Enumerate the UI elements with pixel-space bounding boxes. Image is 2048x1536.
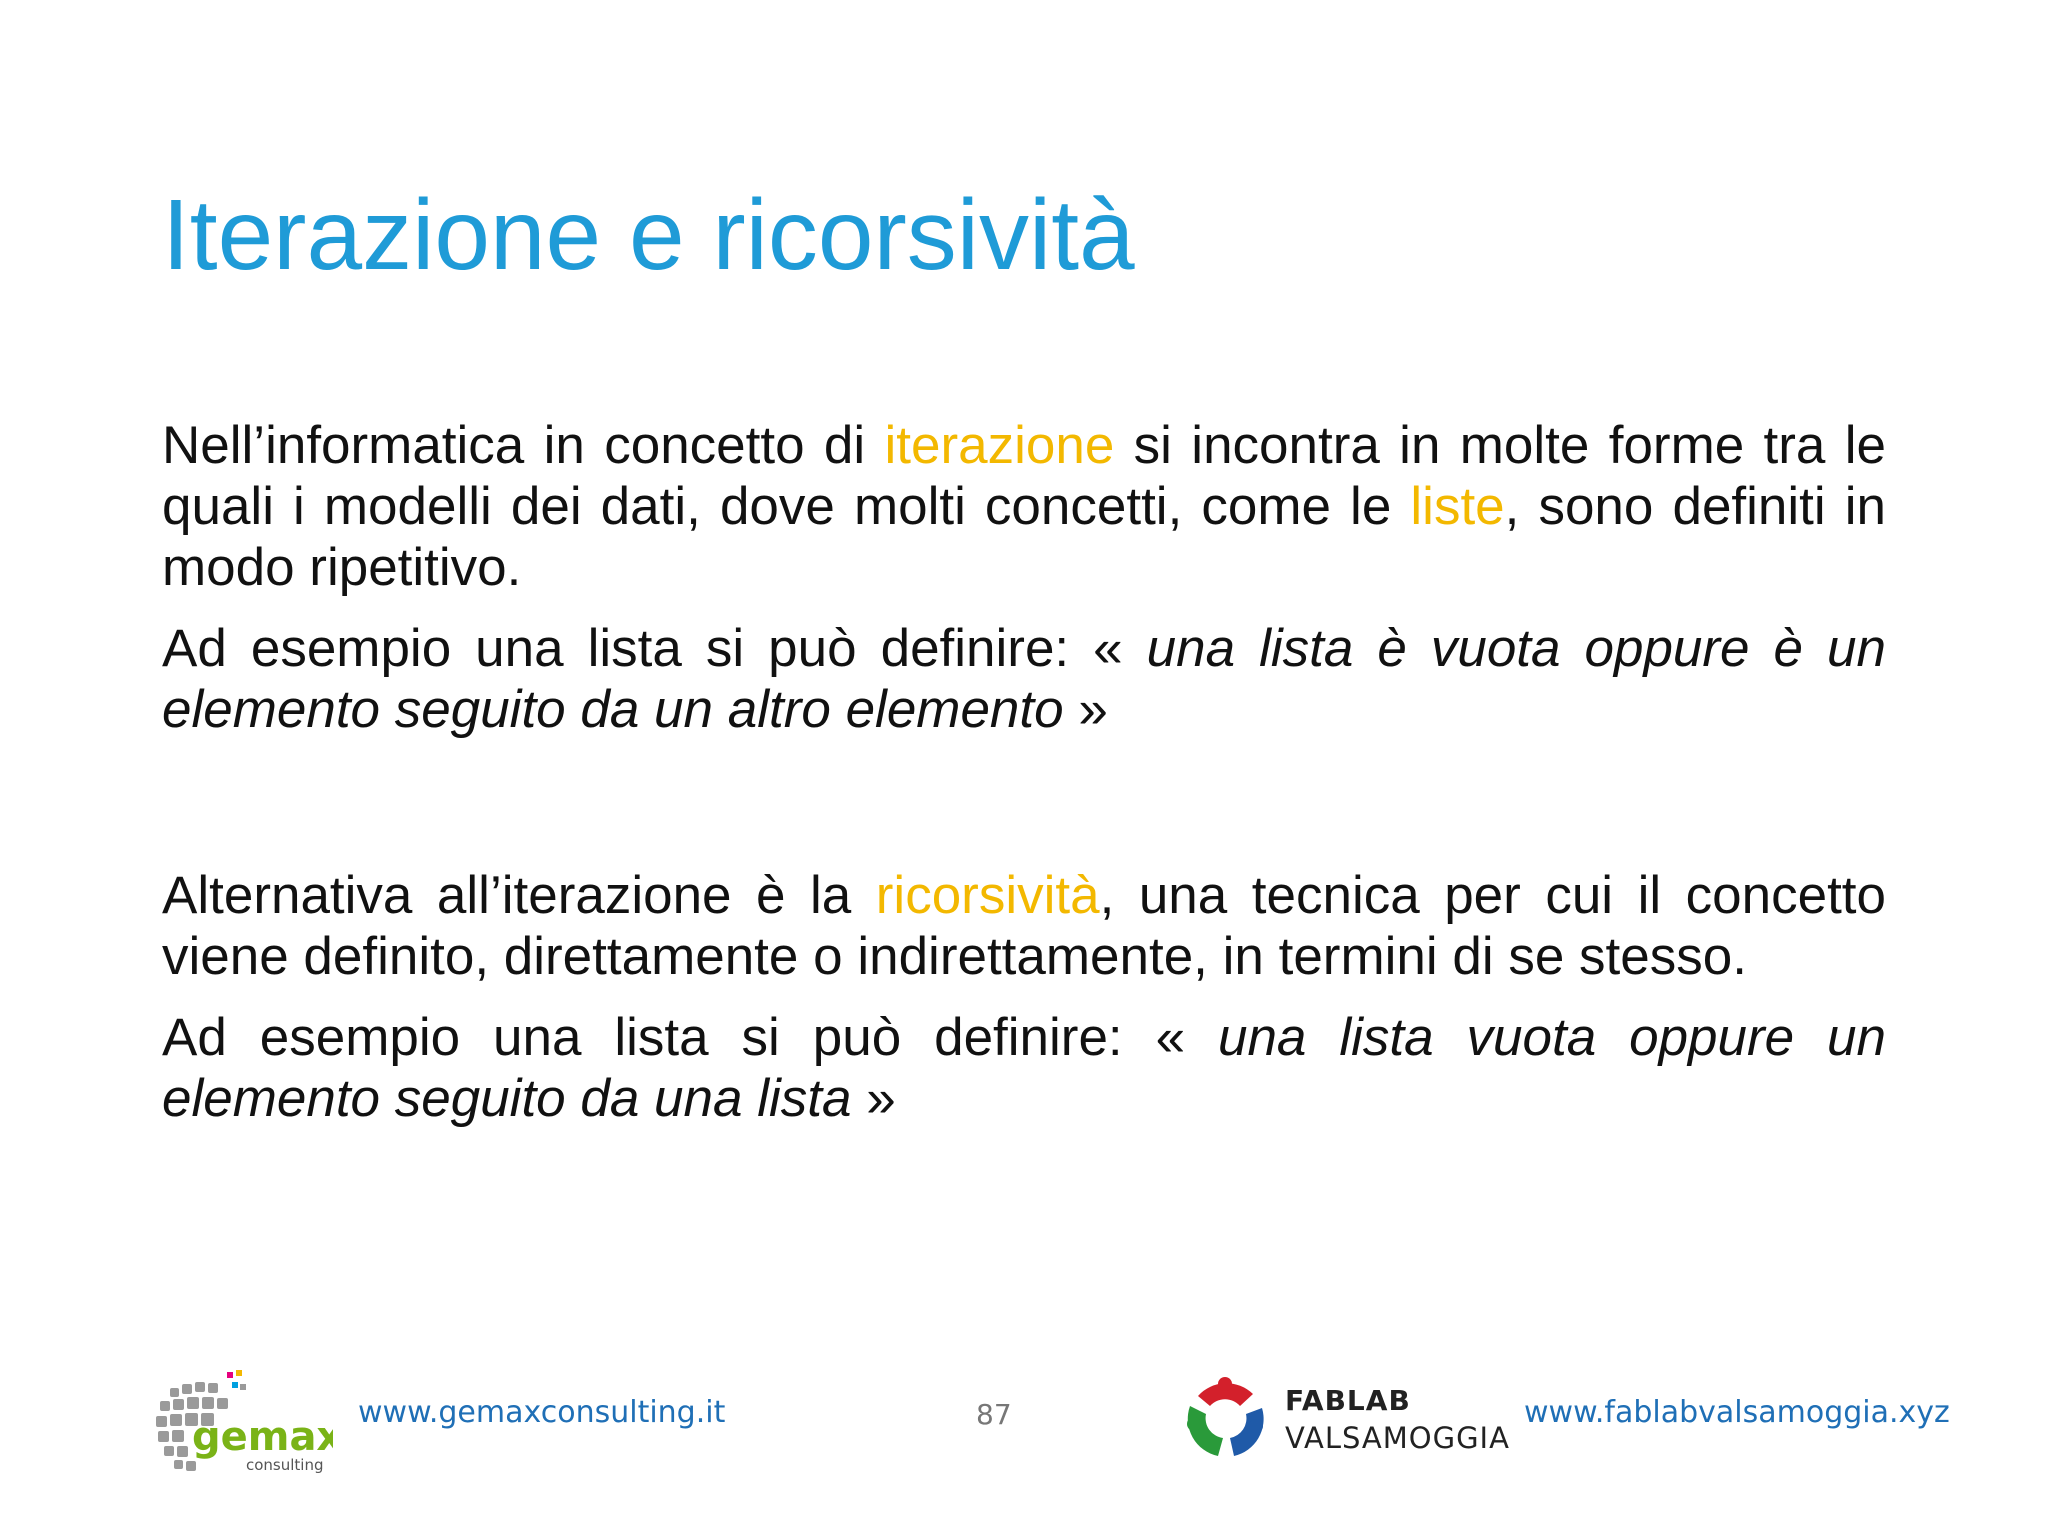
page-number: 87	[976, 1398, 1012, 1431]
paragraph-example-iteration	[162, 618, 1886, 740]
gemax-logo	[148, 1370, 333, 1480]
gemax-globe-logo-icon	[148, 1370, 333, 1480]
fablab-name-line1: FABLAB	[1285, 1384, 1411, 1417]
paragraph-iterazione	[162, 415, 1886, 598]
text: »	[851, 1069, 896, 1128]
text: , una tecnica per cui il concetto viene definito, direttamente o indirettamente, in termini di se stesso.	[162, 866, 1886, 986]
text: , sono definiti in modo ripetitivo.	[162, 477, 1886, 597]
highlight-iterazione: iterazione	[884, 416, 1115, 475]
text: »	[1063, 680, 1108, 739]
paragraph-example-recursion	[162, 1007, 1886, 1129]
fablab-ring-logo-icon	[1178, 1366, 1273, 1466]
highlight-ricorsivita: ricorsività	[875, 866, 1100, 925]
gemax-logo-sub: consulting	[246, 1456, 324, 1474]
italic-definition: una lista è vuota oppure è un elemento seguito da un altro elemento	[162, 619, 1886, 739]
gemax-website-link[interactable]: www.gemaxconsulting.it	[358, 1395, 726, 1430]
italic-definition: una lista vuota oppure un elemento seguito da una lista	[162, 1008, 1887, 1128]
text: Alternativa all’iterazione è la	[162, 866, 876, 925]
text: Ad esempio una lista si può definire: «	[162, 1008, 1218, 1067]
gemax-logo-text: gemax	[192, 1414, 333, 1460]
text: Nell’informatica in concetto di	[162, 416, 885, 475]
fablab-website-link[interactable]: www.fablabvalsamoggia.xyz	[1524, 1395, 1950, 1430]
highlight-liste: liste	[1410, 477, 1505, 536]
fablab-logo	[1178, 1366, 1273, 1466]
paragraph-ricorsivita	[162, 865, 1886, 987]
fablab-name	[1285, 1384, 1510, 1455]
slide-footer	[0, 1350, 2048, 1480]
slide-title: Iterazione e ricorsività	[162, 179, 1135, 291]
text: si incontra in molte forme tra le quali i modelli dei dati, dove molti concetti, come le	[162, 416, 1886, 536]
text: Ad esempio una lista si può definire: «	[162, 619, 1147, 678]
slide-body	[162, 415, 1886, 1129]
fablab-name-line2: VALSAMOGGIA	[1285, 1421, 1510, 1455]
